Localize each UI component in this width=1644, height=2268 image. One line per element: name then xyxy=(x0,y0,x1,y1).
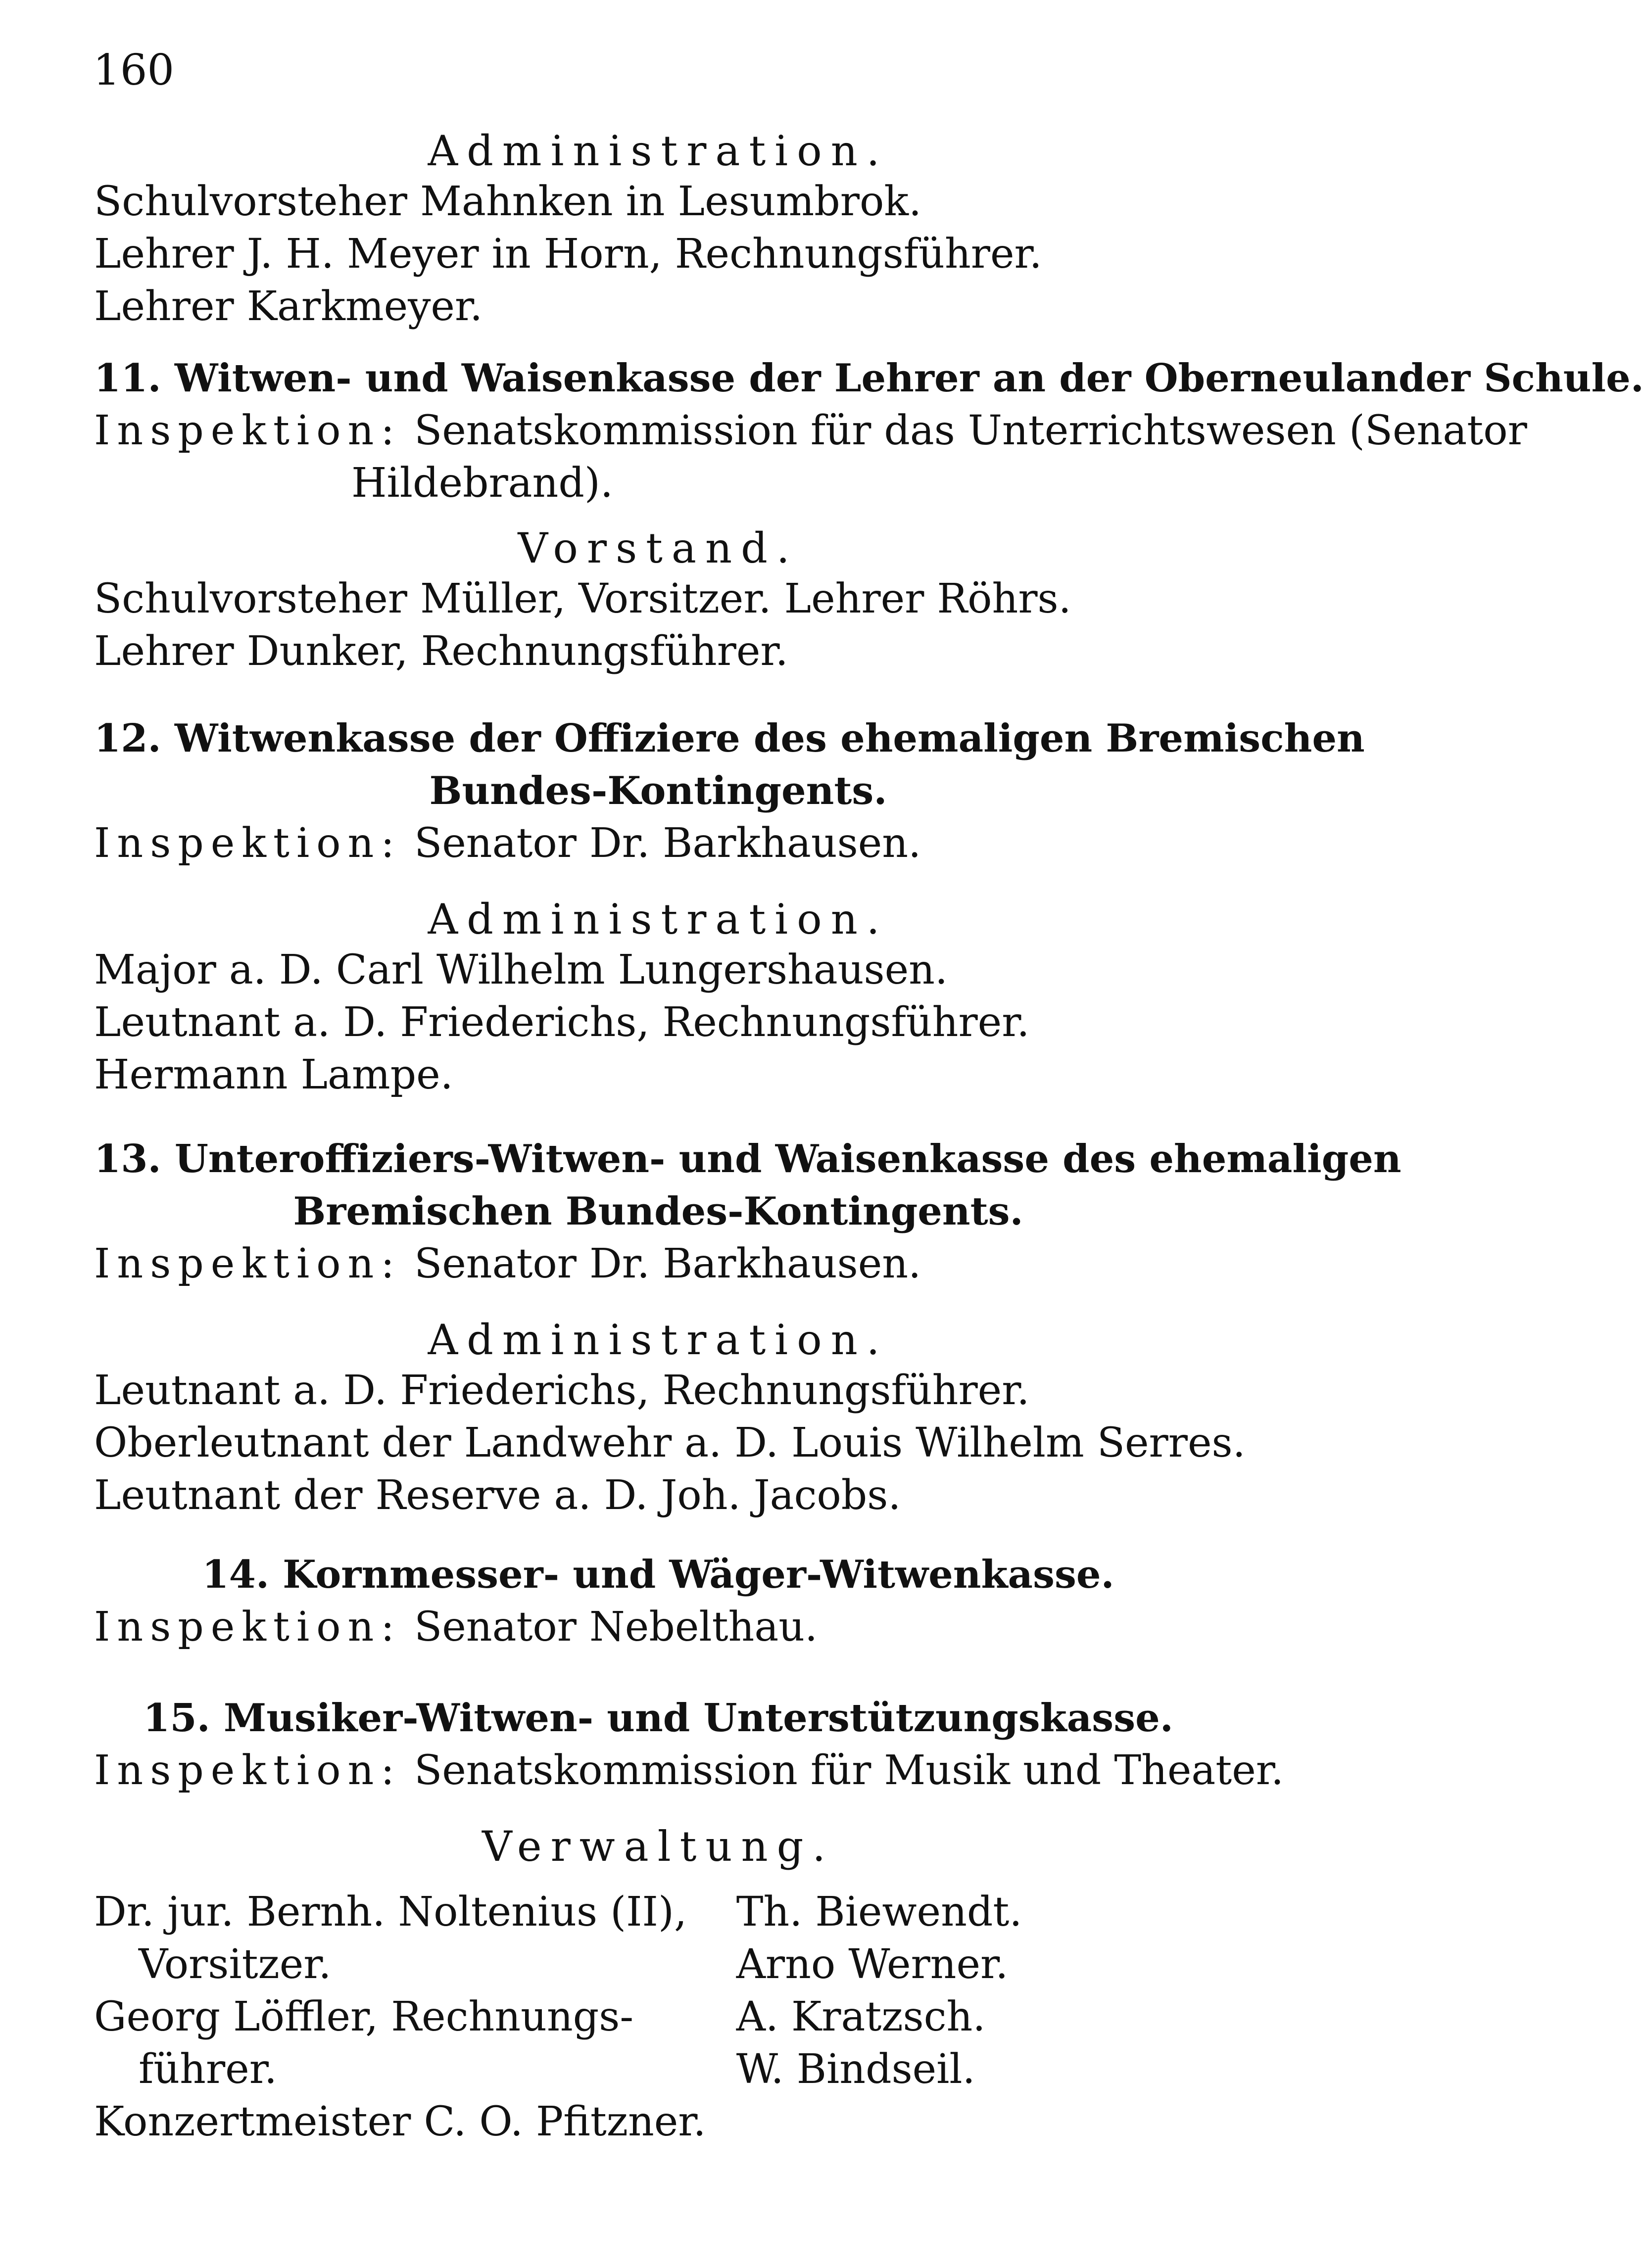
member-line: Dr. jur. Bernh. Noltenius (II), xyxy=(94,1889,687,1936)
inspection-continuation: Hildebrand). xyxy=(351,460,613,507)
text-line: Oberleutnant der Landwehr a. D. Louis Wilhelm Serres. xyxy=(94,1419,1246,1466)
section-title: 11. Witwen- und Waisenkasse der Lehrer an der Oberneulander Schule. xyxy=(94,356,1644,401)
inspection-text: Senator Dr. Barkhausen. xyxy=(414,820,921,867)
text-line: Lehrer Dunker, Rechnungsführer. xyxy=(94,628,788,675)
section-title-cont: Bundes-Kontingents. xyxy=(429,768,887,813)
inspection-line xyxy=(94,817,1222,870)
inspection-line xyxy=(94,1601,1222,1654)
text-line: Leutnant a. D. Friederichs, Rechnungsführer. xyxy=(94,1367,1030,1414)
member-line: A. Kratzsch. xyxy=(736,1993,986,2040)
inspection-label: Inspektion: xyxy=(94,1240,401,1287)
inspection-line xyxy=(94,1238,1222,1290)
admin-heading: Administration. xyxy=(428,127,889,175)
section-15 xyxy=(94,1692,1284,1871)
text-line: Major a. D. Carl Wilhelm Lungershausen. xyxy=(94,946,948,993)
inspection-line xyxy=(94,1745,1284,1797)
inspection-text: Senatskommission für das Unterrichtswesen (Senator xyxy=(414,407,1527,454)
text-line: Leutnant a. D. Friederichs, Rechnungsführer. xyxy=(94,999,1030,1046)
admin-heading: Administration. xyxy=(428,1316,889,1364)
member-line: führer. xyxy=(139,2046,277,2093)
section-13 xyxy=(94,1133,1402,1522)
inspection-text: Senator Nebelthau. xyxy=(414,1604,818,1651)
inspection-text: Senator Dr. Barkhausen. xyxy=(414,1240,921,1287)
verwaltung-left-column xyxy=(94,1886,707,2148)
text-line: Hermann Lampe. xyxy=(94,1051,453,1098)
text-line: Leutnant der Reserve a. D. Joh. Jacobs. xyxy=(94,1472,901,1519)
inspection-text: Senatskommission für Musik und Theater. xyxy=(414,1747,1284,1794)
inspection-label: Inspektion: xyxy=(94,1747,401,1794)
inspection-label: Inspektion: xyxy=(94,1604,401,1651)
admin-heading: Administration. xyxy=(428,895,889,944)
text-line: Schulvorsteher Müller, Vorsitzer. Lehrer Röhrs. xyxy=(94,575,1071,622)
section-11 xyxy=(94,352,1644,678)
section-title: 12. Witwenkasse der Offiziere des ehemaligen Bremischen xyxy=(94,716,1365,761)
verwaltung-heading: Verwaltung. xyxy=(482,1822,835,1871)
section-title: 13. Unteroffiziers-Witwen- und Waisenkasse des ehemaligen xyxy=(94,1136,1402,1181)
page-number: 160 xyxy=(93,46,175,95)
text-line: Lehrer J. H. Meyer in Horn, Rechnungsführer. xyxy=(94,231,1042,278)
member-line: Th. Biewendt. xyxy=(736,1889,1022,1936)
section-14 xyxy=(94,1549,1222,1654)
member-line: Vorsitzer. xyxy=(139,1941,332,1988)
verwaltung-columns xyxy=(94,1886,1222,2148)
section-title: 14. Kornmesser- und Wäger-Witwenkasse. xyxy=(202,1552,1114,1597)
member-line: Arno Werner. xyxy=(736,1941,1009,1988)
inspection-label: Inspektion: xyxy=(94,820,401,867)
text-line: Lehrer Karkmeyer. xyxy=(94,283,483,330)
inspection-label: Inspektion: xyxy=(94,407,401,454)
text-line: Schulvorsteher Mahnken in Lesumbrok. xyxy=(94,178,922,225)
verwaltung-right-column xyxy=(736,1886,1222,2148)
section-12 xyxy=(94,712,1365,1101)
inspection-line xyxy=(94,405,1527,457)
member-line: W. Bindseil. xyxy=(736,2046,975,2093)
section-title: 15. Musiker-Witwen- und Unterstützungskasse. xyxy=(143,1696,1173,1741)
section-title-cont: Bremischen Bundes-Kontingents. xyxy=(293,1189,1023,1234)
member-line: Georg Löffler, Rechnungs- xyxy=(94,1993,634,2040)
vorstand-heading: Vorstand. xyxy=(518,524,799,572)
member-line: Konzertmeister C. O. Pfitzner. xyxy=(94,2098,706,2145)
section-admin-top xyxy=(94,126,1222,333)
